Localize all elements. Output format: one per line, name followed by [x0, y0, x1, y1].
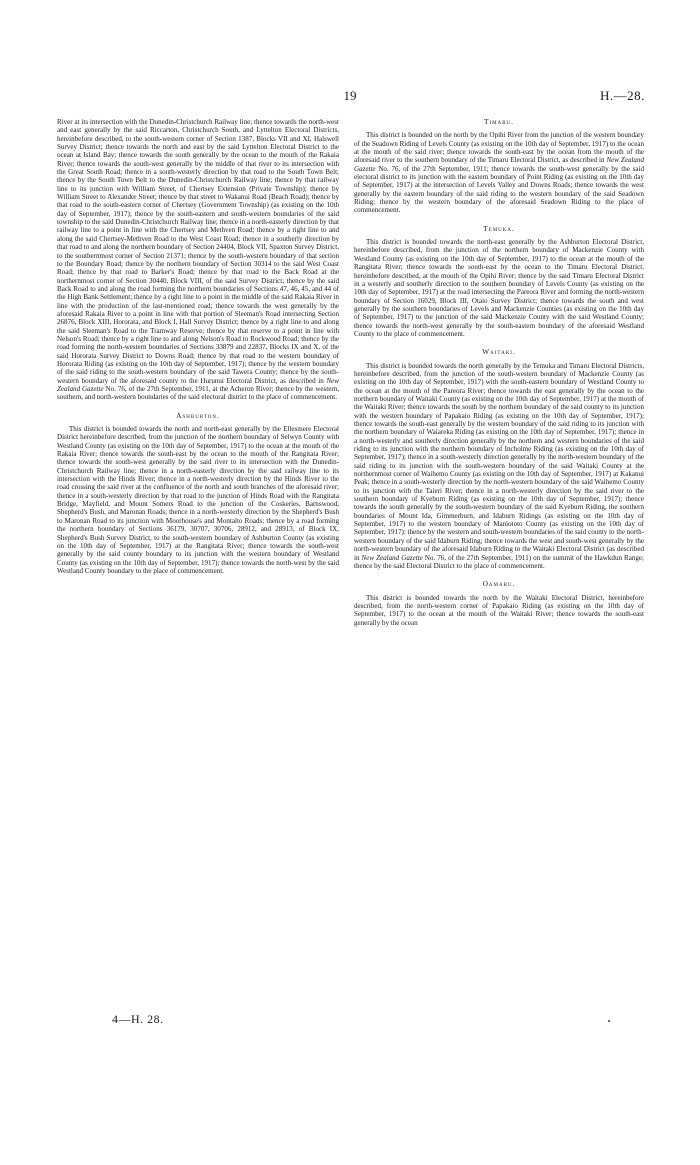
- paragraph-text: This district is bounded towards the north generally by the Temuka and Timaru Electoral Districts, hereinbefore described, from the junction of the south-western boundary of Mackenzie County (as existing on the 10th day of September, 1917) with the south-eastern boundary of Westland County to the ocean at the mouth of the Pareora River; thence towards the east generally by the ocean to the northern boundary of Waitaki County (as existing on the 10th day of September, 1917) at the mouth of the Waitaki River; thence towards the south by the northern boundary of the said county to its junction with the western boundary of Papakaio Riding (as existing on the 10th day of September, 1917); thence towards the south-east generally by the western boundary of the said riding to its junction with the northern boundary of Waiareka Riding (as existing on the 10th day of September, 1917); thence in a north-westerly and southerly direction generally by the northern and western boundaries of the said riding to its junction with the northern boundary of Incholme Riding (as existing on the 10th day of September, 1917); thence in a south-westerly direction generally by the north-western boundary of the said riding to its junction with the south-western boundary of the said Waitaki County at the northernmost corner of Waihemo County (as existing on the 10th day of September, 1917) at Kakanui Peak; thence in a south-westerly direction by the north-western boundary of the said Waihemo County to its junction with the Taieri River; thence in a north-westerly direction by the said river to the southern boundary of Kyeburn Riding (as existing on the 10th day of September, 1917); thence towards the south generally by the south-western boundary of the said Kyeburn Riding, the southern boundaries of Mount Ida, Gimmerburn, and Idaburn Ridings (as existing on the 10th day of September, 1917) to the western boundary of Maniototo County (as existing on the 10th day of September, 1917); thence by the western and south-western boundaries of the said county to the north-western boundary of the said Idaburn Riding; thence towards the west and south-west generally by the north-western boundary of the aforesaid Idaburn Riding to the Waitaki Electoral District (as described in: [354, 361, 644, 562]
- gazette-title: New Zealand Gazette: [361, 553, 423, 562]
- page-number: 19: [343, 88, 357, 103]
- ellesmere-continuation-paragraph: [57, 118, 339, 402]
- section-heading-timaru: Timaru.: [483, 117, 515, 126]
- waitaki-paragraph: [354, 362, 644, 571]
- section-heading-ashburton: Ashburton.: [176, 410, 220, 420]
- gazette-title: New Zealand Gazette: [354, 156, 644, 173]
- paragraph-text: This district is bounded on the north by the Opihi River from the junction of the western boundary of the Seadown Riding of Levels County (as existing on the 10th day of September, 1917) to the ocean at the mouth of the said river; thence towards the south-east by the ocean from the mouth of the aforesaid river to the southern boundary of the Timaru Electoral District, as described in: [354, 131, 644, 165]
- section-heading-waitaki: Waitaki.: [482, 347, 516, 357]
- oamaru-paragraph: This district is bounded towards the north by the Waitaki Electoral District, hereinbefore described, from the north-western corner of Papakaio Riding (as existing on the 10th day of September, 1917) to the ocean at the mouth of the Waitaki River; thence towards the south-east generally by the ocean: [354, 593, 644, 627]
- page-reference: H.—28.: [600, 88, 645, 103]
- paragraph-text-end: No. 76, of the 27th September, 1911) on the summit of the Hawkdun Range; thence by the said Electoral District to the place of commencement.: [354, 553, 644, 570]
- left-column: [57, 118, 339, 575]
- temuka-paragraph: This district is bounded towards the north-east generally by the Ashburton Electoral District, hereinbefore described, from the junction of the northern boundary of Mackenzie County with Westland County (as existing on the 10th day of September, 1917) to the ocean at the mouth of the Rangitata River; thence towards the south-east by the ocean to the Timaru Electoral District, hereinbefore described, at the mouth of the Opihi River; thence by the said Timaru Electoral District in a westerly and southerly direction to the southern boundary of Levels County (as existing on the 10th day of September, 1917) at the road intersecting the Pareora River and forming the north-western boundary of Section 16029, Block III, Otaio Survey District; thence towards the south and west generally by the southern boundaries of Levels and Mackenzie Counties (as existing on the 10th day of September, 1917) to the junction of the said Mackenzie County with the said Westland County; thence towards the north-west generally by the south-eastern boundary of the aforesaid Westland County to the place of commencement.: [354, 238, 644, 338]
- section-heading-oamaru: Oamaru.: [482, 579, 516, 589]
- section-heading-temuka: Temuka.: [483, 223, 515, 233]
- paragraph-text-end: No. 76, of the 27th September, 1911, at the Acheron River; thence by the western, southern, and north-western boundaries of the said electoral district to the place of commencement.: [57, 385, 339, 402]
- timaru-paragraph: [354, 131, 644, 214]
- gazette-title: New Zealand Gazette: [57, 376, 339, 393]
- print-speck: [608, 1020, 610, 1022]
- paragraph-text: River at its intersection with the Dunedin-Christchurch Railway line; thence towards the north-west and east generally by the said Riccarton, Christchurch South, and Lyttelton Electoral Districts, hereinbefore described, to the south-western corner of Section 1387, Blocks VII and XI, Halswell Survey District; thence towards the north and east by the said Lyttelton Electoral District to the ocean at Island Bay; thence towards the south generally by the ocean to the mouth of the Rakaia River; thence towards the south-west generally by the middle of that river to its intersection with the Great South Road; thence in a south-westerly direction by that road to the South Town Belt; thence by the South Town Belt to the Dunedin-Christchurch Railway line; thence by that railway line to its junction with William Street, of Chertsey Extension (Private Township); thence by William Street to Alexander Street; thence by that street to Wakanui Road (Beach Road); thence by that road to the south-eastern corner of Chertsey (Government Township) (as existing on the 10th day of September, 1917); thence by the south-eastern and south-western boundaries of the said township to the said Dunedin-Christchurch Railway line; thence in a north-easterly direction by that railway line to a point in line with the Chertsey and Methven Road; thence by a right line to and along the said Chertsey-Methven Road to the West Coast Road; thence in a southerly direction by that road to and along the northern boundary of Section 24404, Block VII, Spaxton Survey District, to the southernmost corner of Section 21371; thence by the south-western boundary of that section to the Boundary Road; thence by the northern boundary of Section 30314 to the said West Coast Road; thence by that road to Barker's Road; thence by that road to the Back Road at the northernmost corner of Section 30440, Block VIII, of the said Survey District; thence by the said Back Road to and along the road forming the northern boundaries of Sections 47, 46, 45, and 44 of the High Bank Settlement; thence by a right line to a point in the middle of the said Rakaia River in line with the production of the last-mentioned road; thence towards the west generally by the aforesaid Rakaia River to a point in line with that portion of Sleeman's Road intersecting Section 26876, Block XIII, Hororata, and Block I, Hall Survey District; thence by a right line to and along the said Sleeman's Road to the Tramway Reserve; thence by that reserve to a point in line with Nelson's Road; thence by a right line to and along Nelson's Road to Rockwood Road; thence by the road forming the north-western boundaries of Sections 33879 and 22837, Blocks IX and X, of the said Hororata Survey District to Downs Road; thence by that road to the western boundary of Hororata Riding (as existing on the 10th day of September, 1917); thence by the western boundary of the said riding to the south-western boundary of the said Tawera County; thence by the south-western boundary of the aforesaid county to the Hurunui Electoral District, as described in: [57, 118, 339, 385]
- right-column: [354, 118, 644, 627]
- ashburton-paragraph: This district is bounded towards the north and north-east generally by the Ellesmere Electoral District hereinbefore described, from the junction of the northern boundary of Selwyn County with Westland County (as existing on the 10th day of September, 1917) to the ocean at the mouth of the Rakaia River; thence towards the south-east by the ocean to the mouth of the Rangitata River; thence towards the south-west generally by the said river to its intersection with the Dunedin-Christchurch Railway line; thence in a north-easterly direction by the said railway line to its intersection with the Hinds River; thence in a north-westerly direction by the Hinds River to the road crossing the said river at the confluence of the north and south branches of the aforesaid river; thence in a south-westerly direction by that road to the junction of Hinds Road with the Rangitata Bridge, Mayfield, and Mount Somers Road to the junction of the Coskeries, Barnswood, Shepherd's Bush, and Maronan Roads; thence in a north-westerly direction by the Shepherd's Bush to Maronan Road to its junction with Moorhouse's and Montalto Roads; thence by a road forming the northern boundary of Sections 36179, 30707, 30706, 28912, and 28913, of Block IX, Shepherd's Bush Survey District, to the south-western boundary of Ashburton County (as existing on the 10th day of September, 1917) at the Rangitata River; thence towards the south-west generally by the said county boundary to its junction with the western boundary of Westland County (as existing on the 10th day of September, 1917); thence towards the north-west by the said Westland County boundary to the place of commencement.: [57, 425, 339, 575]
- paragraph-text-end: No. 76, of the 27th September, 1911; thence towards the south-west generally by the said electoral district to its junction with the eastern boundary of Point Riding (as existing on the 10th day of September, 1917) at the intersection of Levels Valley and Downs Roads; thence towards the west generally by the eastern boundary of the said riding to the western boundary of the said Seadown Riding; thence by the western boundary of the aforesaid Seadown Riding to the place of commencement.: [354, 164, 644, 215]
- sheet-mark: 4—H. 28.: [112, 1012, 164, 1026]
